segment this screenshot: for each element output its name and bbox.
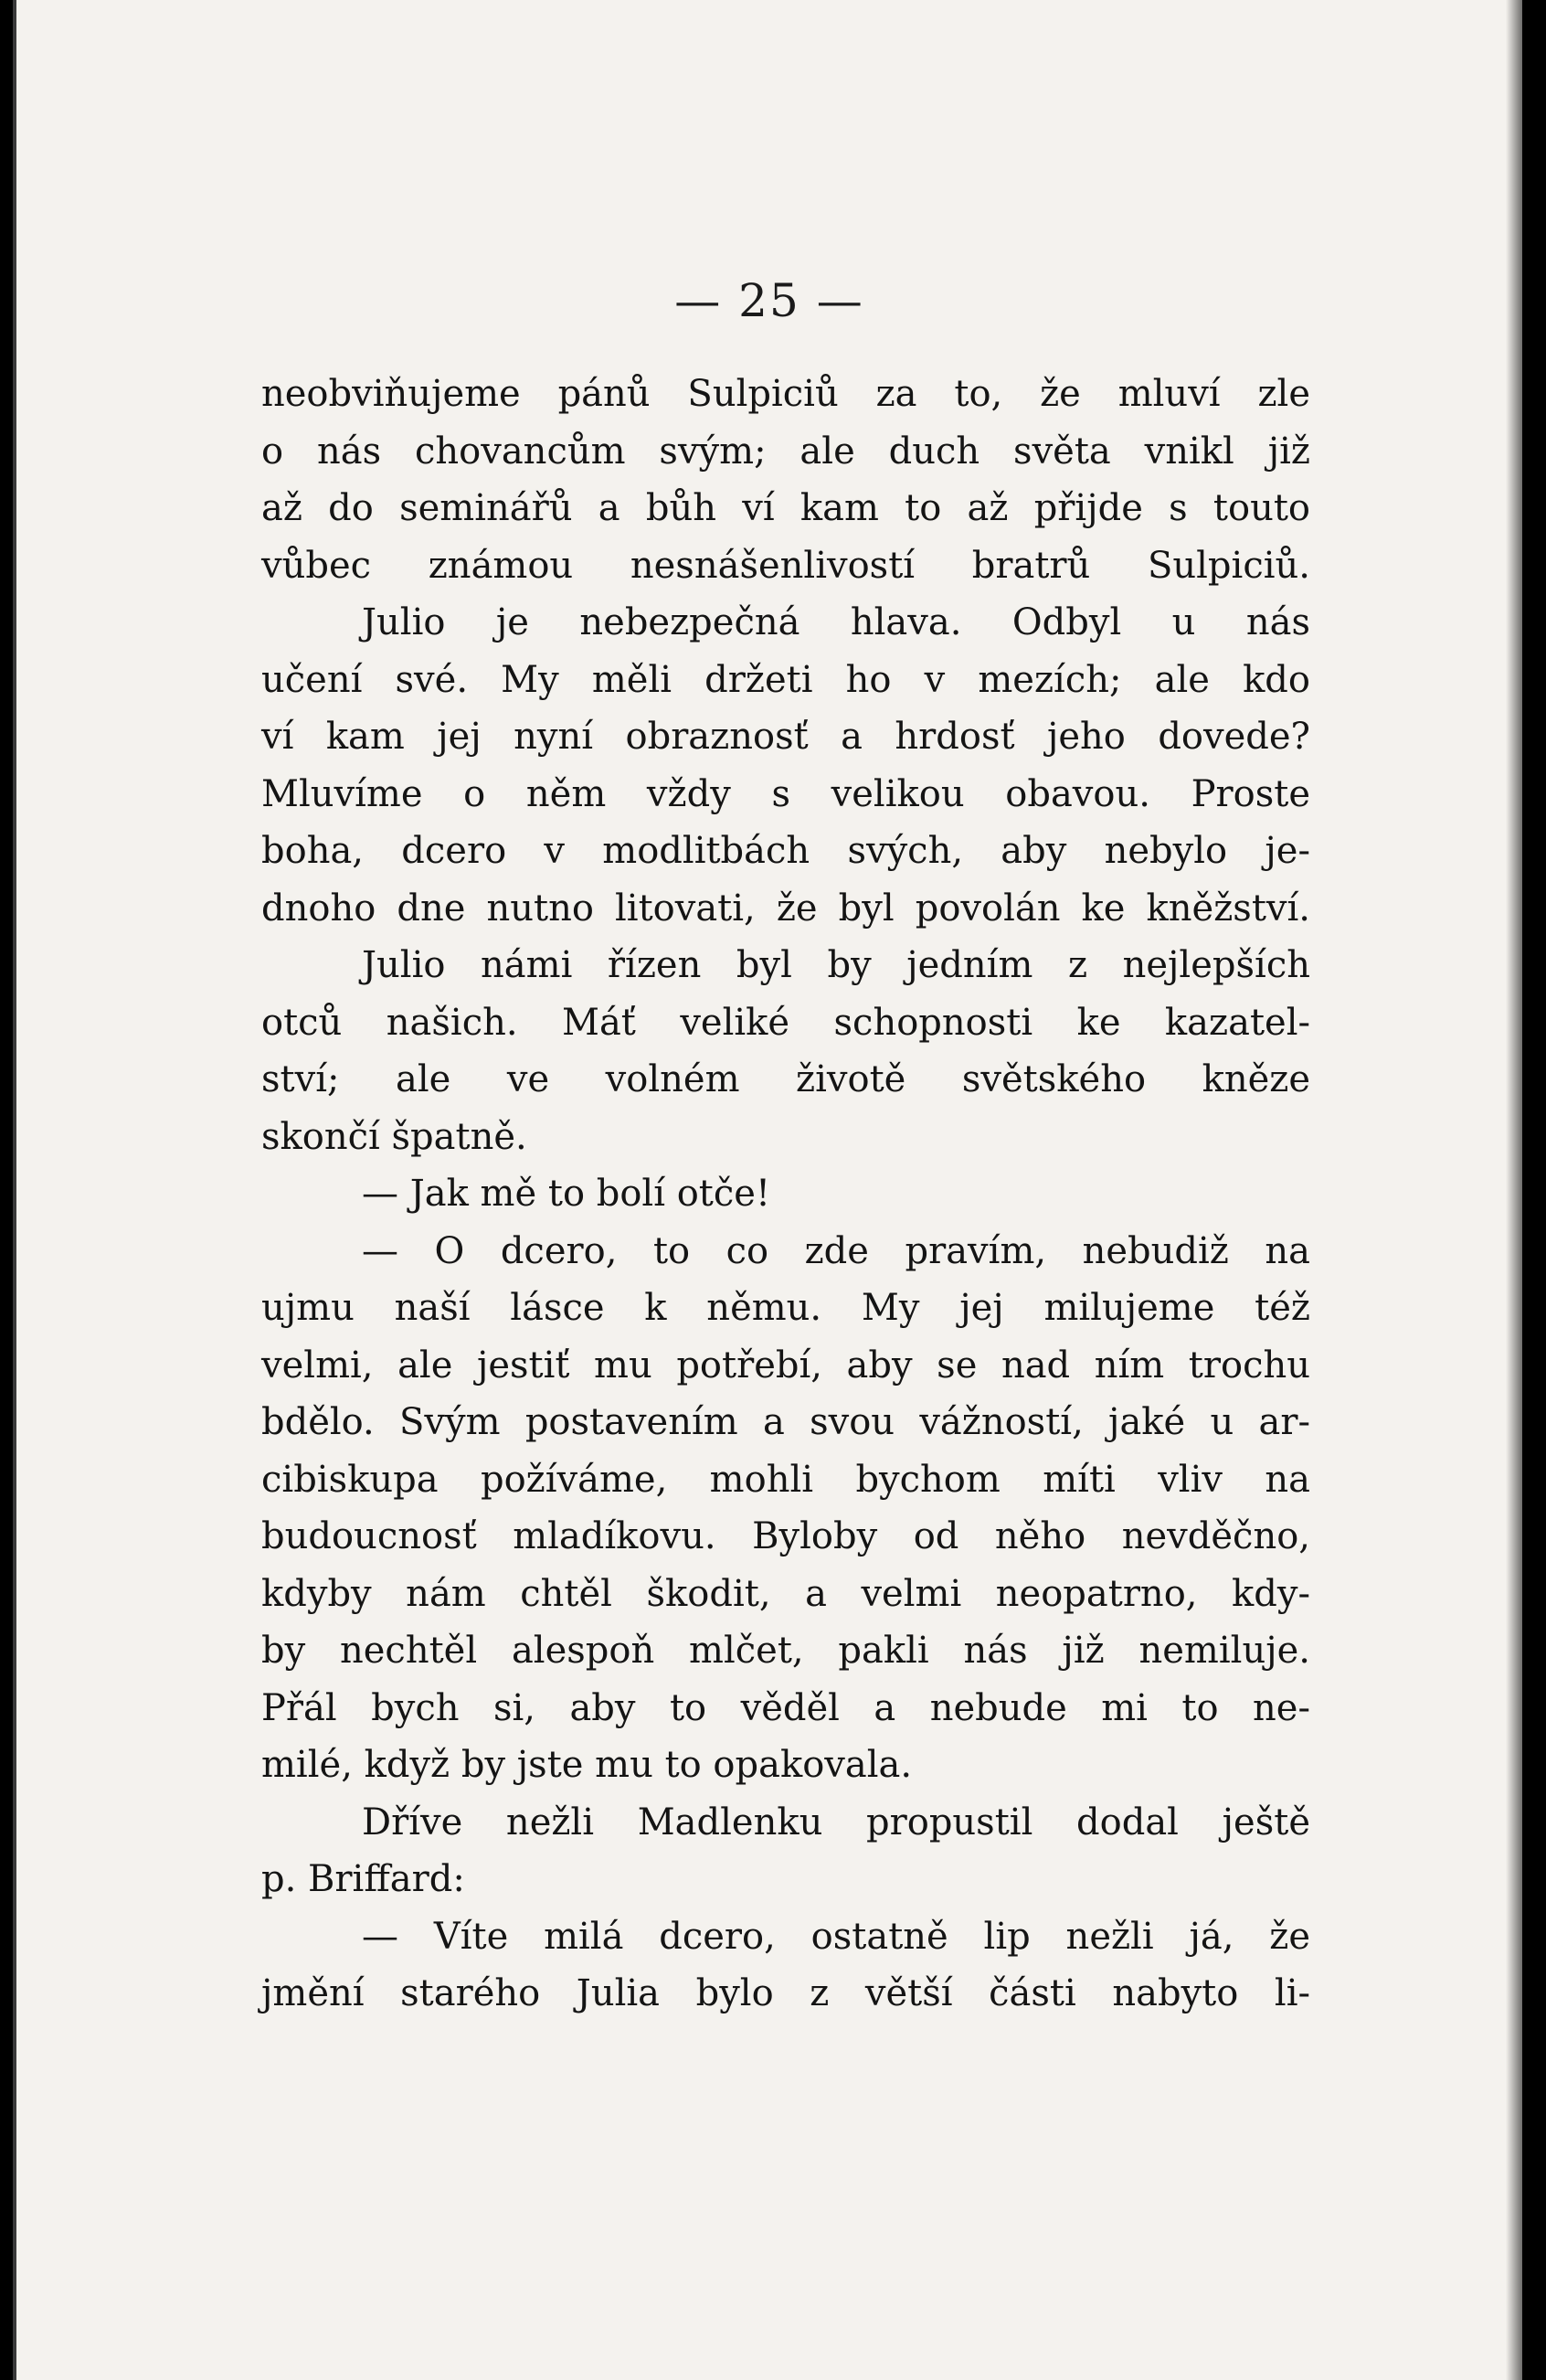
text-line: bdělo. Svým postavením a svou vážností, jaké u ar- [261, 1401, 1310, 1443]
text-line: ství; ale ve volném životě světského kněze [261, 1058, 1310, 1100]
text-line: Přál bych si, aby to věděl a nebude mi to ne- [261, 1686, 1310, 1729]
book-page [13, 0, 1522, 2380]
text-line: velmi, ale jestiť mu potřebí, aby se nad ním trochu [261, 1344, 1310, 1387]
text-line: vůbec známou nesnášenlivostí bratrů Sulpiciů. [261, 544, 1310, 587]
text-line: Mluvíme o něm vždy s velikou obavou. Proste [261, 772, 1310, 815]
text-line: ujmu naší lásce k němu. My jej milujeme též [261, 1287, 1310, 1329]
text-line: Julio námi řízen byl by jedním z nejlepších [362, 944, 1310, 986]
text-line: — O dcero, to co zde pravím, nebudiž na [362, 1229, 1310, 1272]
text-line: otců našich. Máť veliké schopnosti ke kazatel- [261, 1001, 1310, 1044]
page-edge-shadow [1506, 0, 1522, 2380]
body-text [261, 366, 1310, 2023]
text-line: ví kam jej nyní obraznosť a hrdosť jeho dovede? [261, 716, 1310, 758]
text-line: jmění starého Julia bylo z větší části nabyto li- [261, 1972, 1310, 2014]
text-line: cibiskupa požíváme, mohli bychom míti vliv na [261, 1458, 1310, 1501]
text-line: skončí špatně. [261, 1115, 527, 1158]
text-line: neobviňujeme pánů Sulpiciů za to, že mluví zle [261, 373, 1310, 415]
text-line: Dříve nežli Madlenku propustil dodal ještě [362, 1801, 1310, 1843]
text-line: milé, když by jste mu to opakovala. [261, 1744, 913, 1786]
text-line: p. Briffard: [261, 1858, 465, 1900]
text-line: — Jak mě to bolí otče! [362, 1173, 771, 1215]
text-line: budoucnosť mladíkovu. Byloby od něho nevděčno, [261, 1515, 1310, 1557]
text-line: — Víte milá dcero, ostatně lip nežli já, že [362, 1915, 1310, 1958]
text-line: o nás chovancům svým; ale duch světa vnikl již [261, 430, 1310, 473]
text-line: Julio je nebezpečná hlava. Odbyl u nás [362, 601, 1310, 643]
text-line: by nechtěl alespoň mlčet, pakli nás již nemiluje. [261, 1630, 1310, 1672]
text-line: až do seminářů a bůh ví kam to až přijde s touto [261, 487, 1310, 529]
text-line: dnoho dne nutno litovati, že byl povolán ke kněžství. [261, 887, 1310, 930]
page-number: — 25 — [674, 274, 864, 327]
text-line: kdyby nám chtěl škodit, a velmi neopatrno, kdy- [261, 1572, 1310, 1615]
text-line: učení své. My měli držeti ho v mezích; ale kdo [261, 658, 1310, 701]
text-line: boha, dcero v modlitbách svých, aby nebylo je- [261, 830, 1310, 872]
